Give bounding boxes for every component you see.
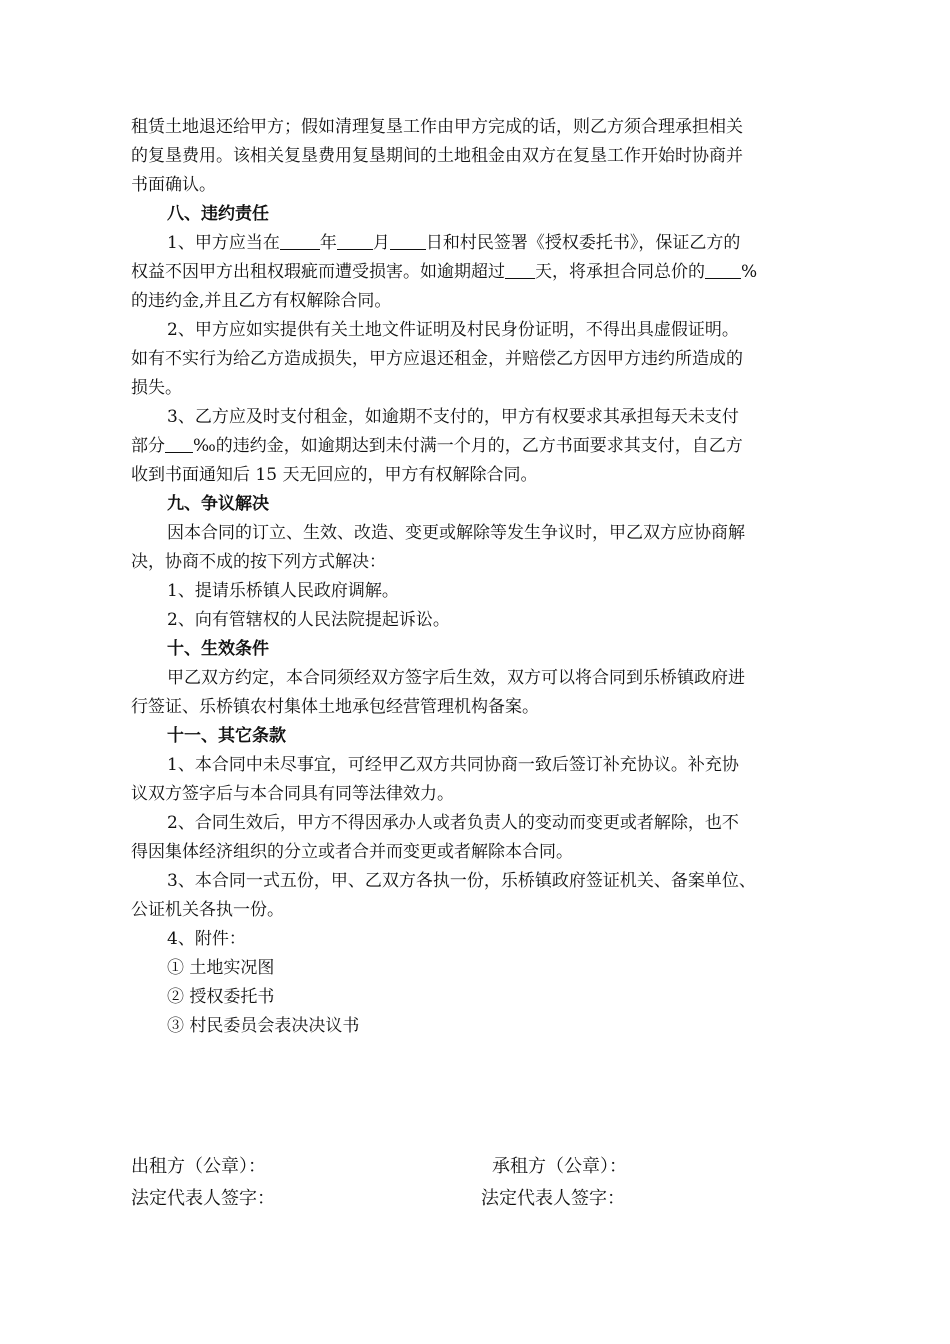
clause-line: 损失。 (131, 378, 182, 398)
clause-line: 4、附件： (167, 929, 246, 949)
clause-line: 行签证、乐桥镇农村集体土地承包经营管理机构备案。 (131, 697, 539, 717)
section-heading-other: 十一、其它条款 (167, 726, 286, 746)
clause-line: 议双方签字后与本合同具有同等法律效力。 (131, 784, 454, 804)
section-heading-dispute: 九、争议解决 (167, 494, 269, 514)
clause-line: 甲乙双方约定，本合同须经双方签字后生效，双方可以将合同到乐桥镇政府进 (167, 668, 745, 688)
fill-blank (280, 231, 320, 250)
clause-line: 得因集体经济组织的分立或者合并而变更或者解除本合同。 (131, 842, 573, 862)
attachment-item: ③ 村民委员会表决决议书 (167, 1016, 360, 1036)
lessor-representative-label: 法定代表人签字： (131, 1188, 275, 1209)
fill-blank (705, 260, 741, 279)
fill-blank (337, 231, 373, 250)
clause-line: 如有不实行为给乙方造成损失，甲方应退还租金，并赔偿乙方因甲方违约所造成的 (131, 349, 743, 369)
clause-line: 权益不因甲方出租权瑕疵而遭受损害。如逾期超过 天，将承担合同总价的 % (131, 262, 758, 282)
attachment-item: ① 土地实况图 (167, 958, 275, 978)
list-item: 2、向有管辖权的人民法院提起诉讼。 (167, 610, 450, 630)
paragraph-line: 的复垦费用。该相关复垦费用复垦期间的土地租金由双方在复垦工作开始时协商并 (131, 146, 743, 166)
clause-line: 3、本合同一式五份，甲、乙双方各执一份，乐桥镇政府签证机关、备案单位、 (167, 871, 756, 891)
clause-line: 1、甲方应当在 年 月 日和村民签署《授权委托书》，保证乙方的 (167, 233, 741, 253)
clause-line: 的违约金,并且乙方有权解除合同。 (131, 291, 392, 311)
clause-line: 决，协商不成的按下列方式解决： (131, 552, 386, 572)
clause-line: 1、本合同中未尽事宜，可经甲乙双方共同协商一致后签订补充协议。补充协 (167, 755, 739, 775)
lessee-representative-label: 法定代表人签字： (481, 1188, 625, 1209)
section-heading-breach: 八、违约责任 (167, 204, 269, 224)
clause-line: 部分 ‰的违约金，如逾期达到未付满一个月的，乙方书面要求其支付，自乙方 (131, 436, 743, 456)
clause-line: 公证机关各执一份。 (131, 900, 284, 920)
paragraph-line: 租赁土地退还给甲方；假如清理复垦工作由甲方完成的话，则乙方须合理承担相关 (131, 117, 743, 137)
clause-line: 2、甲方应如实提供有关土地文件证明及村民身份证明，不得出具虚假证明。 (167, 320, 739, 340)
clause-line: 收到书面通知后 15 天无回应的，甲方有权解除合同。 (131, 465, 538, 485)
list-item: 1、提请乐桥镇人民政府调解。 (167, 581, 399, 601)
paragraph-line: 书面确认。 (131, 175, 216, 195)
fill-blank (165, 434, 193, 453)
lessor-seal-label: 出租方（公章）： (131, 1156, 266, 1177)
clause-line: 因本合同的订立、生效、改造、变更或解除等发生争议时，甲乙双方应协商解 (167, 523, 745, 543)
clause-line: 2、合同生效后，甲方不得因承办人或者负责人的变动而变更或者解除，也不 (167, 813, 739, 833)
section-heading-effective: 十、生效条件 (167, 639, 269, 659)
clause-line: 3、乙方应及时支付租金，如逾期不支付的，甲方有权要求其承担每天未支付 (167, 407, 739, 427)
document-body (131, 113, 831, 1041)
attachment-item: ② 授权委托书 (167, 987, 275, 1007)
fill-blank (505, 260, 535, 279)
lessee-seal-label: 承租方（公章）： (492, 1156, 627, 1177)
fill-blank (390, 231, 426, 250)
